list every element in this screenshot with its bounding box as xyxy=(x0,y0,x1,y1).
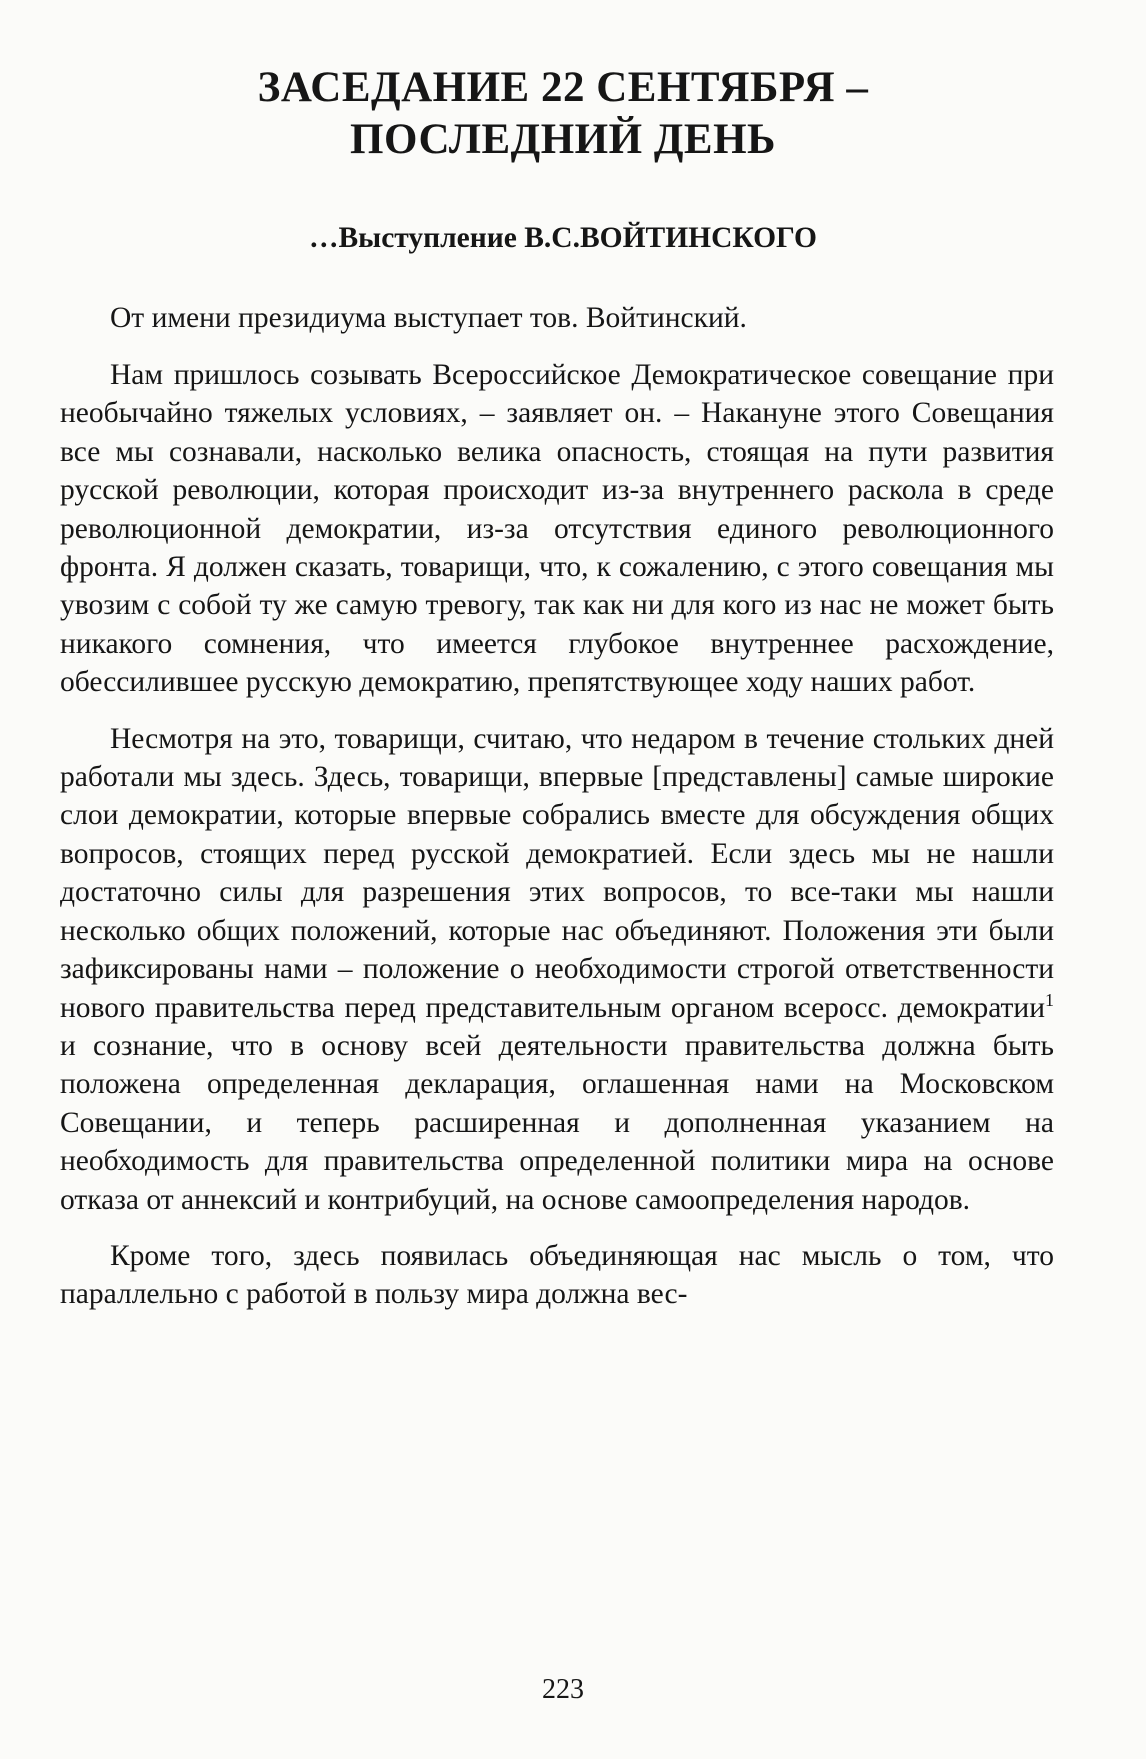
paragraph-1: Нам пришлось созывать Всероссийское Демократическое совещание при необычайно тяжелых условиях, – заявляет он. – Накануне этого Совещания все мы сознавали, насколько велика опасность, стоящая на пути развития русской революции, которая происходит из-за внутреннего раскола в среде революционной демократии, из-за отсутствия единого революционного фронта. Я должен сказать, товарищи, что, к сожалению, с этого совещания мы увозим с собой ту же самую тревогу, так как ни для кого из нас не может быть никакого сомнения, что имеется глубокое внутреннее расхождение, обессилившее русскую демократию, препятствующее ходу наших работ. xyxy=(60,359,1054,699)
book-page xyxy=(60,62,1066,1705)
paragraph-3: Кроме того, здесь появилась объединяющая нас мысль о том, что параллельно с работой в пользу мира должна вес- xyxy=(60,1239,1054,1311)
paragraph-2 xyxy=(60,720,1066,1219)
speech-subtitle: …Выступление В.С.ВОЙТИНСКОГО xyxy=(308,222,817,254)
page-number: 223 xyxy=(542,1674,584,1705)
paragraph-2-text-before: Несмотря на это, товарищи, считаю, что недаром в течение стольких дней работали мы здесь. Здесь, товарищи, впервые [представлены] самые широкие слои демократии, которые впервые собрались вместе для обсуждения общих вопросов, стоящих перед русской демократией. Если здесь мы не нашли достаточно силы для разрешения этих вопросов, то все-таки мы нашли несколько общих положений, которые нас объединяют. Положения эти были зафиксированы нами – положение о необходимости строгой ответственности нового правительства перед представительным органом всеросс. демократии xyxy=(60,722,1054,1024)
page-title-line-1: ЗАСЕДАНИЕ 22 СЕНТЯБРЯ – xyxy=(257,64,869,111)
footnote-reference[interactable]: 1 xyxy=(1045,989,1054,1010)
page-title xyxy=(60,62,1066,166)
intro-line: От имени президиума выступает тов. Войтинский. xyxy=(110,302,747,334)
page-title-line-2: ПОСЛЕДНИЙ ДЕНЬ xyxy=(350,116,776,163)
paragraph-2-text-after: и сознание, что в основу всей деятельности правительства должна быть положена определенная декларация, оглашенная нами на Московском Совещании, и теперь расширенная и дополненная указанием на необходимость для правительства определенной политики мира на основе отказа от аннексий и контрибуций, на основе самоопределения народов. xyxy=(60,1029,1054,1216)
